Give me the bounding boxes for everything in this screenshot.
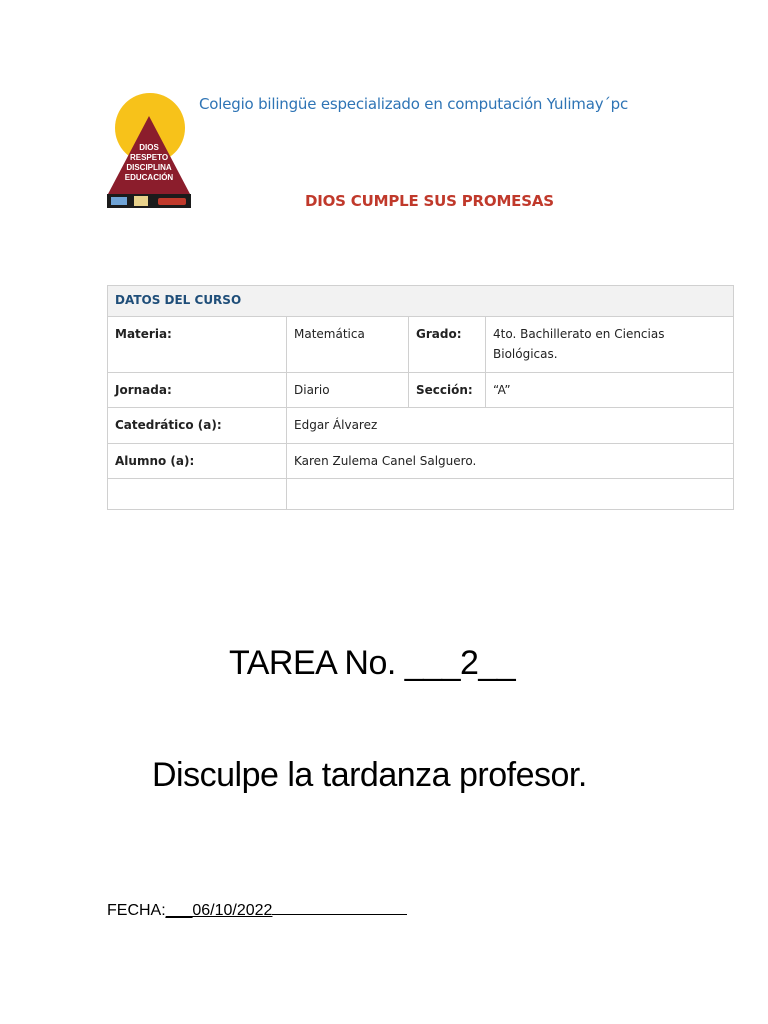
logo-car-icon (158, 198, 186, 205)
svg-text:RESPETO: RESPETO (129, 153, 169, 162)
jornada-label: Jornada: (108, 372, 287, 407)
catedratico-value: Edgar Álvarez (287, 408, 734, 443)
table-header-row (108, 286, 734, 317)
seccion-label: Sección: (409, 372, 486, 407)
motto: DIOS CUMPLE SUS PROMESAS (305, 192, 554, 210)
svg-text:EDUCACIÓN: EDUCACIÓN (124, 173, 174, 182)
logo-laptop-icon (111, 197, 127, 205)
school-name: Colegio bilingüe especializado en computación Yulimay´pc (199, 95, 629, 113)
school-logo (106, 90, 192, 210)
grado-value: 4to. Bachillerato en Ciencias Biológicas. (486, 317, 734, 373)
logo-book-icon (134, 196, 148, 206)
seccion-value: “A” (486, 372, 734, 407)
date-value: ___06/10/2022 (165, 902, 273, 919)
table-row (108, 372, 734, 407)
catedratico-label: Catedrático (a): (108, 408, 287, 443)
date-label: FECHA: (107, 902, 166, 919)
table-row (108, 317, 734, 373)
table-row (108, 408, 734, 443)
table-title: DATOS DEL CURSO (108, 286, 734, 317)
table-row-empty (108, 478, 734, 509)
course-data-table (107, 285, 734, 510)
empty-cell (108, 478, 287, 509)
materia-label: Materia: (108, 317, 287, 373)
date-underline (272, 900, 407, 915)
alumno-value: Karen Zulema Canel Salguero. (287, 443, 734, 478)
alumno-label: Alumno (a): (108, 443, 287, 478)
date-line (107, 900, 407, 920)
svg-text:DIOS: DIOS (139, 143, 159, 152)
assignment-number: TAREA No. ___2__ (229, 644, 516, 682)
message-text: Disculpe la tardanza profesor. (152, 756, 587, 794)
grado-label: Grado: (409, 317, 486, 373)
svg-text:DISCIPLINA: DISCIPLINA (126, 163, 172, 172)
table-row (108, 443, 734, 478)
empty-cell (287, 478, 734, 509)
jornada-value: Diario (287, 372, 409, 407)
materia-value: Matemática (287, 317, 409, 373)
